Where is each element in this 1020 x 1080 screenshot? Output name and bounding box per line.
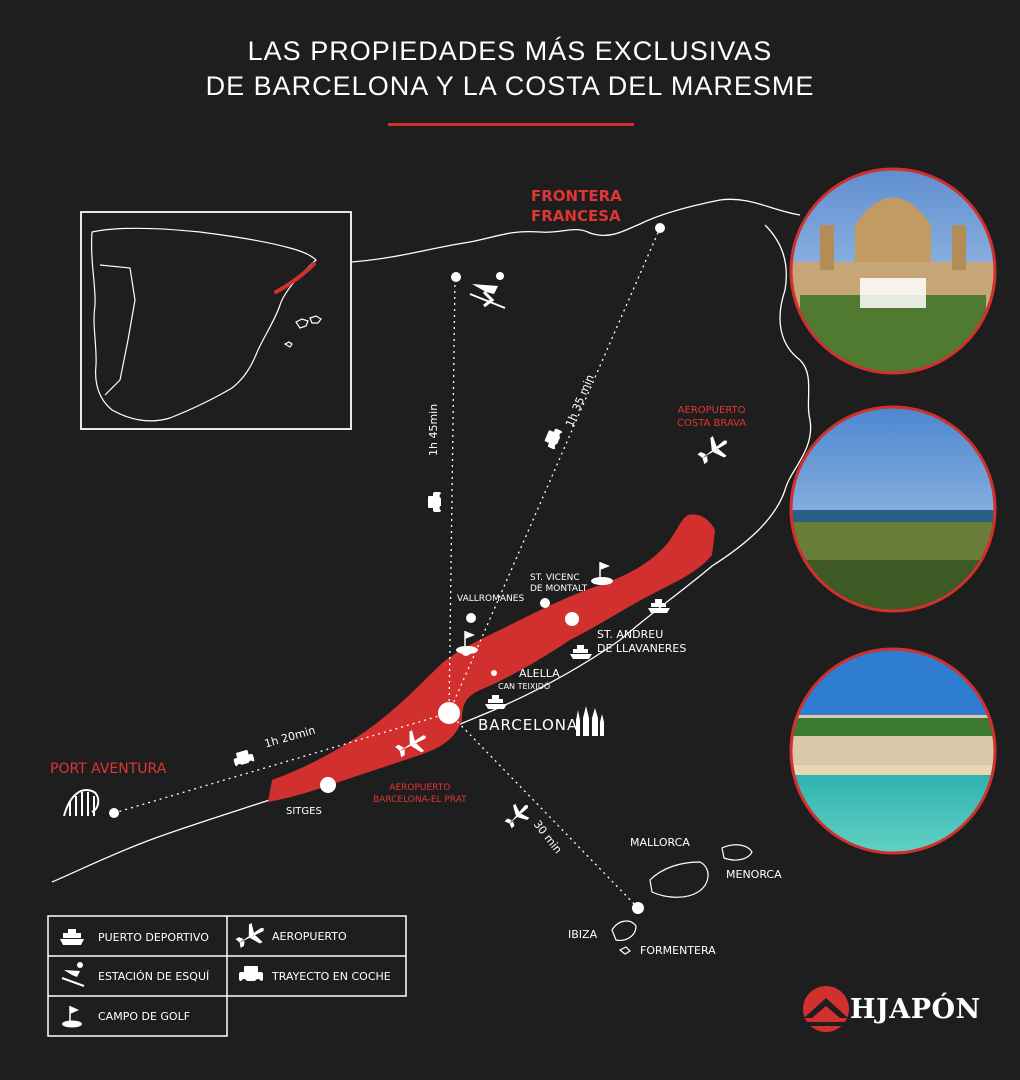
label-frontera-line2: FRANCESA — [531, 207, 621, 225]
boat-icon-3 — [485, 695, 507, 709]
label-ibiza: IBIZA — [568, 928, 598, 941]
label-aero-costa-brava-line2: COSTA BRAVA — [677, 418, 747, 429]
route-time-islands: 30 min — [530, 818, 565, 857]
route-time-port-aventura: 1h 20min — [263, 723, 317, 751]
car-icon-port-aventura — [232, 749, 256, 770]
routes — [114, 228, 660, 908]
legend-car-icon — [239, 966, 263, 985]
ski-icon — [470, 272, 505, 308]
legend-label-coche: TRAYECTO EN COCHE — [272, 970, 391, 983]
label-port-aventura: PORT AVENTURA — [50, 761, 167, 777]
label-aero-costa-brava — [677, 404, 746, 430]
plane-icon-islands — [501, 798, 535, 832]
label-aero-prat — [373, 782, 467, 806]
label-vallromanes: VALLROMANES — [457, 594, 525, 604]
legend-golf-icon — [62, 1006, 82, 1028]
label-frontera-line1: FRONTERA — [531, 187, 622, 205]
boat-icon-2 — [570, 645, 592, 659]
label-sitges: SITGES — [286, 806, 322, 817]
label-st-vicenc — [530, 573, 587, 595]
label-can-teixido: CAN TEIXIDÓ — [498, 682, 551, 691]
title-line-1: LAS PROPIEDADES MÁS EXCLUSIVAS — [247, 36, 773, 66]
inset-highlight — [276, 264, 314, 292]
photo-beach — [790, 648, 996, 855]
label-st-vicenc-line1: ST. VICENC — [530, 573, 580, 583]
label-aero-costa-brava-line1: AEROPUERTO — [677, 405, 746, 416]
legend-label-golf: CAMPO DE GOLF — [98, 1010, 191, 1023]
legend-ski-icon — [62, 962, 84, 986]
car-icon-ski — [428, 492, 445, 512]
legend-boat-icon — [60, 929, 84, 945]
iberia-outline — [92, 228, 321, 421]
maresme-region — [268, 514, 715, 802]
golf-icon-st-vicenc — [591, 562, 613, 585]
label-mallorca: MALLORCA — [630, 836, 690, 849]
boat-icon-1 — [648, 599, 670, 613]
label-aero-prat-line1: AEROPUERTO — [389, 783, 451, 793]
label-menorca: MENORCA — [726, 868, 782, 881]
cathedral-icon — [576, 706, 604, 736]
route-time-france: 1h 35 min — [563, 372, 597, 430]
label-barcelona: BARCELONA — [478, 716, 579, 734]
label-st-andreu — [597, 628, 686, 656]
label-st-vicenc-line2: DE MONTALT — [530, 584, 588, 594]
legend-label-puerto: PUERTO DEPORTIVO — [98, 931, 209, 944]
logo-mountain-icon — [803, 986, 849, 1032]
route-time-ski: 1h 45min — [427, 403, 440, 456]
photo-vineyards — [790, 406, 996, 612]
balearic-islands — [612, 845, 752, 954]
label-alella: ALELLA — [519, 667, 560, 680]
label-formentera: FORMENTERA — [640, 944, 716, 957]
label-frontera — [531, 186, 622, 226]
plane-icon-costa-brava — [694, 431, 734, 469]
photo-montjuic — [790, 168, 996, 375]
rollercoaster-icon — [64, 790, 98, 816]
label-st-andreu-line1: ST. ANDREU — [597, 628, 664, 641]
title-line-2: DE BARCELONA Y LA COSTA DEL MARESME — [205, 71, 815, 101]
legend-label-esqui: ESTACIÓN DE ESQUÍ — [98, 970, 210, 983]
location-dots — [109, 223, 665, 914]
legend-plane-icon — [233, 919, 270, 953]
label-aero-prat-line2: BARCELONA-EL PRAT — [373, 795, 467, 805]
legend-label-aeropuerto: AEROPUERTO — [272, 930, 347, 943]
car-icon-france — [543, 426, 566, 451]
brand-name: HJAPÓN — [850, 994, 981, 1025]
label-st-andreu-line2: DE LLAVANERES — [597, 642, 687, 655]
